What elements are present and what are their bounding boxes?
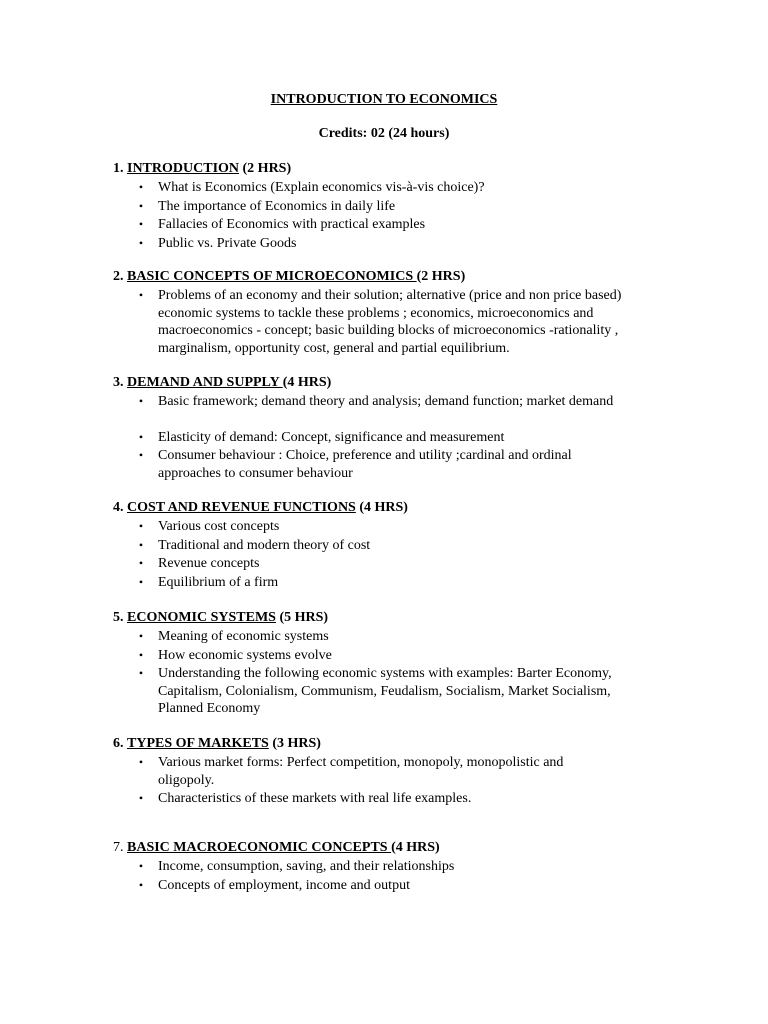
list-item-text: Understanding the following economic systems with examples: Barter Economy, Capitalism, Colonialism, Communism, Feudalism, Socialism, Market Socialism, Planned Economy	[158, 666, 612, 716]
bullet-list	[113, 179, 653, 252]
list-item	[113, 198, 653, 216]
section-hours: (3 HRS)	[268, 736, 321, 751]
list-item	[113, 287, 633, 357]
list-item	[113, 665, 658, 718]
section-number: 6.	[113, 736, 124, 751]
bullet-list	[113, 393, 653, 482]
list-item-text: Elasticity of demand: Concept, significance and measurement	[158, 429, 505, 445]
list-item-text: Traditional and modern theory of cost	[158, 537, 371, 553]
list-item	[113, 790, 653, 808]
section-basic-macroeconomic-concepts	[113, 839, 653, 895]
section-name: BASIC CONCEPTS OF MICROECONOMICS	[127, 269, 417, 284]
bullet-icon: •	[138, 519, 144, 533]
document-title: INTRODUCTION TO ECONOMICS	[270, 92, 498, 107]
bullet-icon: •	[138, 429, 144, 444]
list-item-text: Characteristics of these markets with real life examples.	[158, 791, 472, 806]
list-item	[113, 393, 653, 411]
section-heading	[113, 160, 653, 178]
section-heading	[113, 268, 653, 286]
section-number: 4.	[113, 500, 124, 515]
section-cost-and-revenue-functions	[113, 499, 653, 592]
bullet-list	[113, 518, 653, 591]
section-economic-systems	[113, 609, 653, 719]
section-name: TYPES OF MARKETS	[127, 736, 269, 751]
list-item	[113, 574, 653, 592]
section-number: 7.	[113, 840, 124, 855]
bullet-icon: •	[138, 180, 144, 194]
list-item	[113, 647, 653, 665]
section-demand-and-supply	[113, 374, 653, 483]
bullet-icon: •	[138, 629, 144, 643]
list-item	[113, 555, 653, 573]
section-name: INTRODUCTION	[127, 161, 240, 176]
list-item-text: Fallacies of Economics with practical examples	[158, 217, 426, 232]
list-item	[113, 235, 653, 253]
section-name: COST AND REVENUE FUNCTIONS	[127, 500, 356, 515]
bullet-icon: •	[138, 448, 144, 462]
list-item	[113, 754, 613, 789]
credits-line: Credits: 02 (24 hours)	[318, 126, 450, 141]
list-item	[113, 518, 653, 536]
list-item	[113, 179, 653, 197]
section-heading	[113, 839, 653, 857]
bullet-icon: •	[138, 235, 144, 250]
list-item-text: Problems of an economy and their solution; alternative (price and non price based) economic systems to tackle these problems ; economics, microeconomics and macroeconomics - concept; basic building blocks of microeconomics -rationality , marginalism, opportunity cost, general and partial equilibrium.	[158, 288, 622, 356]
list-item-text: Various market forms: Perfect competition, monopoly, monopolistic and oligopoly.	[158, 755, 564, 788]
list-item-text: Consumer behaviour : Choice, preference and utility ;cardinal and ordinal approaches to consumer behaviour	[158, 448, 572, 481]
list-item	[113, 216, 653, 234]
list-item-text: The importance of Economics in daily life	[158, 198, 396, 214]
bullet-icon: •	[138, 647, 144, 662]
bullet-icon: •	[138, 198, 144, 213]
section-heading	[113, 735, 653, 753]
bullet-icon: •	[138, 394, 144, 408]
list-item-text: Basic framework; demand theory and analysis; demand function; market demand	[158, 394, 614, 409]
list-item	[113, 628, 653, 646]
section-name: DEMAND AND SUPPLY	[127, 375, 283, 390]
bullet-list	[113, 628, 653, 718]
bullet-icon: •	[138, 217, 144, 231]
bullet-icon: •	[138, 791, 144, 805]
list-item-text: Equilibrium of a firm	[158, 574, 279, 590]
list-item	[113, 447, 603, 482]
bullet-icon: •	[138, 574, 144, 589]
bullet-list	[113, 287, 653, 357]
list-item-text: What is Economics (Explain economics vis-à-vis choice)?	[158, 180, 485, 195]
section-number: 1.	[113, 161, 124, 176]
section-heading	[113, 499, 653, 517]
bullet-list	[113, 754, 653, 808]
section-heading	[113, 374, 653, 392]
list-item-text: Revenue concepts	[158, 556, 260, 571]
bullet-list	[113, 858, 653, 894]
section-hours: (2 HRS)	[416, 269, 466, 284]
bullet-icon: •	[138, 666, 144, 680]
section-basic-concepts-microeconomics	[113, 268, 653, 358]
list-item	[113, 429, 653, 447]
bullet-icon: •	[138, 755, 144, 769]
bullet-icon: •	[138, 877, 144, 892]
section-hours: (2 HRS)	[239, 161, 292, 176]
section-hours: (4 HRS)	[391, 840, 440, 855]
list-item-text: Meaning of economic systems	[158, 629, 329, 644]
section-hours: (4 HRS)	[282, 375, 332, 390]
list-item-text: Income, consumption, saving, and their relationships	[158, 859, 455, 874]
section-number: 5.	[113, 610, 124, 625]
list-item	[113, 537, 653, 555]
list-item-text: Concepts of employment, income and output	[158, 877, 410, 893]
section-name: BASIC MACROECONOMIC CONCEPTS	[127, 840, 392, 855]
list-item	[113, 877, 653, 895]
bullet-icon: •	[138, 288, 144, 302]
list-item-text: Various cost concepts	[158, 519, 280, 534]
bullet-icon: •	[138, 859, 144, 873]
section-name: ECONOMIC SYSTEMS	[127, 610, 276, 625]
section-heading	[113, 609, 653, 627]
section-hours: (4 HRS)	[355, 500, 408, 515]
section-types-of-markets	[113, 735, 653, 809]
section-number: 3.	[113, 375, 124, 390]
bullet-icon: •	[138, 556, 144, 570]
section-number: 2.	[113, 269, 124, 284]
section-introduction	[113, 160, 653, 253]
list-item-text: Public vs. Private Goods	[158, 235, 297, 251]
list-item-text: How economic systems evolve	[158, 647, 332, 663]
section-hours: (5 HRS)	[275, 610, 329, 625]
bullet-icon: •	[138, 537, 144, 552]
list-item	[113, 858, 653, 876]
